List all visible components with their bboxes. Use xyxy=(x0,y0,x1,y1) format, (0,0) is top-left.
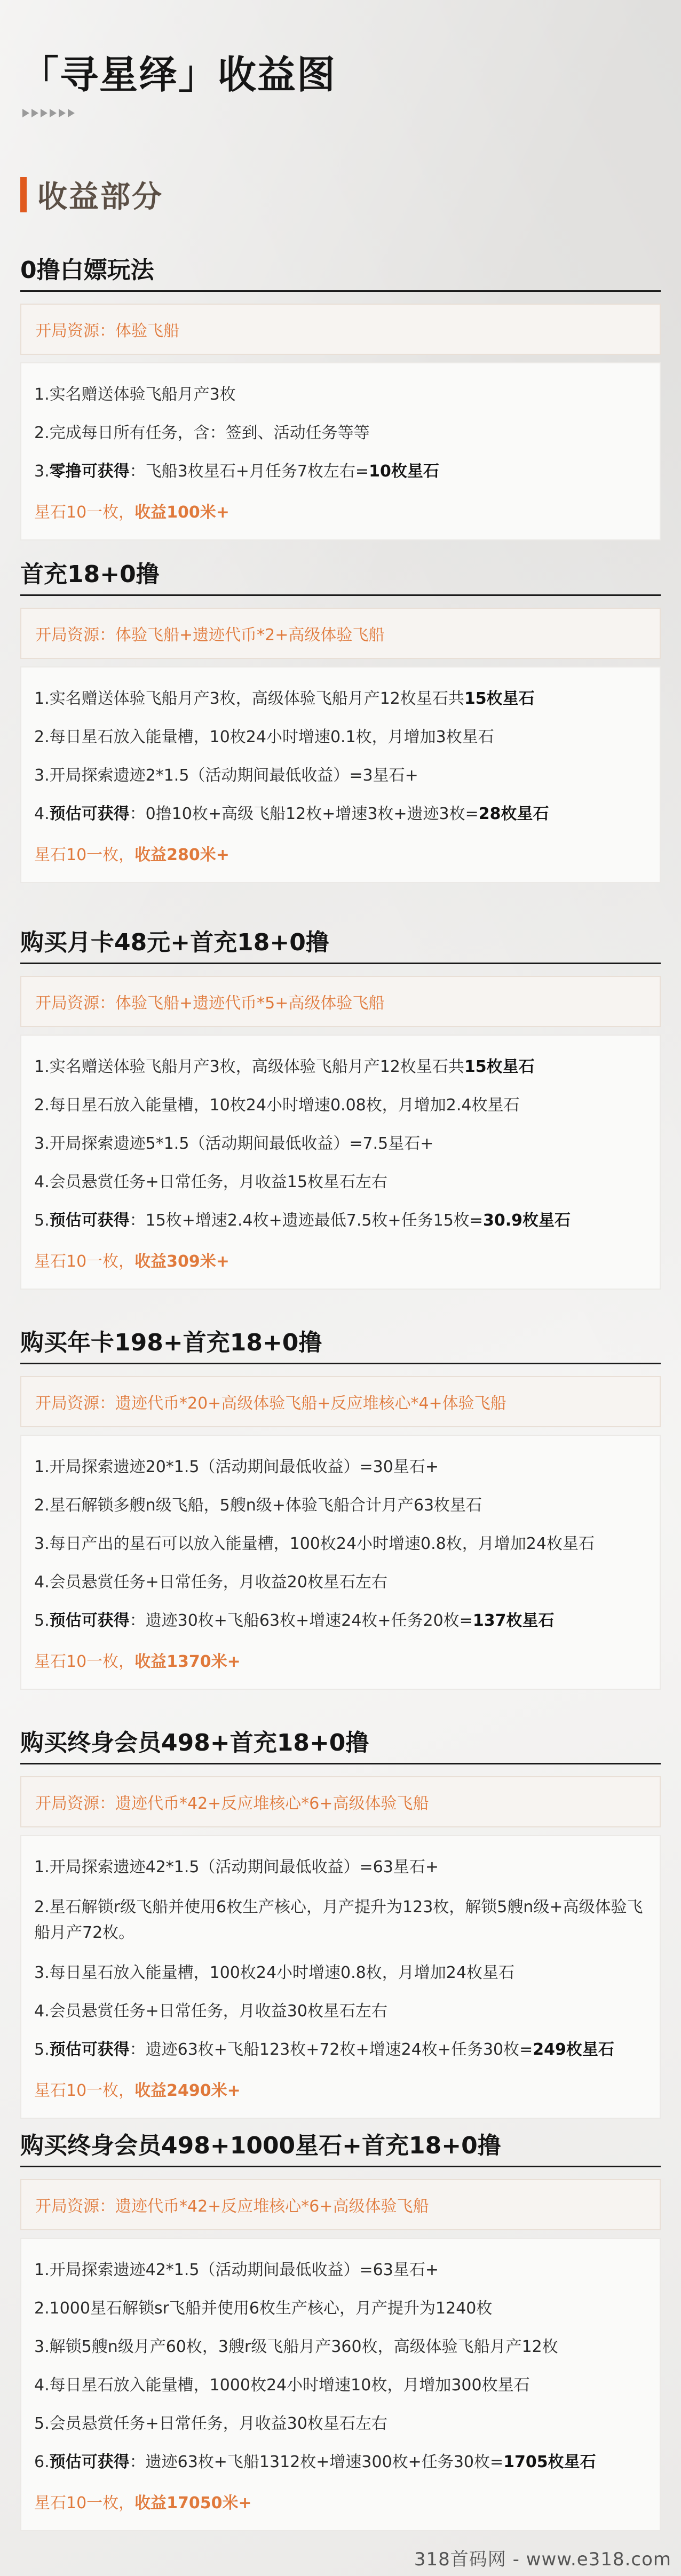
item-text: 实名赠送体验飞船月产3枚，高级体验飞船月产12枚星石共 xyxy=(49,1058,464,1076)
detail-item xyxy=(34,1171,647,1194)
item-number: 4. xyxy=(34,1173,50,1191)
starting-resources-text: 开局资源：体验飞船 xyxy=(35,322,179,340)
detail-item xyxy=(34,803,647,825)
plan-block xyxy=(20,1323,661,1690)
item-text: 开局探索遗迹20*1.5（活动期间最低收益）=30星石+ xyxy=(49,1458,439,1476)
item-highlight: 15枚星石 xyxy=(464,689,535,708)
starting-resources-box xyxy=(20,608,661,659)
plan-block xyxy=(20,555,661,883)
item-text: 开局探索遗迹2*1.5（活动期间最低收益）=3星石+ xyxy=(49,766,418,785)
starting-resources-text: 开局资源：体验飞船+遗迹代币*2+高级体验飞船 xyxy=(35,626,385,645)
plan-title: 0撸白嫖玩法 xyxy=(20,251,661,292)
item-number: 2. xyxy=(34,1898,50,1917)
item-text: ：遗迹63枚+飞船123枚+72枚+增速24枚+任务30枚= xyxy=(129,2040,533,2059)
item-number: 4. xyxy=(34,805,50,823)
item-number: 4. xyxy=(34,1573,50,1592)
item-number: 5. xyxy=(34,2414,50,2433)
item-highlight: 137枚星石 xyxy=(472,1611,555,1630)
detail-item xyxy=(34,1533,647,1555)
income-summary xyxy=(34,499,647,522)
detail-item xyxy=(34,1494,647,1517)
income-summary xyxy=(34,841,647,865)
arrow-decoration-icon xyxy=(22,109,75,117)
item-number: 1. xyxy=(34,1058,50,1076)
item-number: 2. xyxy=(34,1496,50,1515)
income-price: 星石10一枚， xyxy=(34,1252,135,1271)
income-total: 收益17050米+ xyxy=(134,2494,252,2513)
section-heading xyxy=(20,176,163,213)
details-box xyxy=(20,1035,661,1290)
starting-resources-box xyxy=(20,1776,661,1827)
item-number: 3. xyxy=(34,1134,50,1153)
item-highlight: 15枚星石 xyxy=(464,1058,535,1076)
starting-resources-box xyxy=(20,304,661,355)
starting-resources-box xyxy=(20,1376,661,1427)
item-text: 开局探索遗迹42*1.5（活动期间最低收益）=63星石+ xyxy=(49,2261,439,2279)
income-summary xyxy=(34,1648,647,1672)
item-number: 5. xyxy=(34,1611,50,1630)
details-box xyxy=(20,1435,661,1690)
item-number: 1. xyxy=(34,1858,50,1877)
income-total: 收益309米+ xyxy=(134,1252,229,1271)
item-text: ：遗迹63枚+飞船1312枚+增速300枚+任务30枚= xyxy=(129,2453,504,2471)
item-number: 3. xyxy=(34,462,50,481)
income-price: 星石10一枚， xyxy=(34,503,135,522)
detail-item xyxy=(34,384,647,406)
detail-item xyxy=(34,422,647,444)
item-number: 2. xyxy=(34,424,50,442)
item-text: 每日星石放入能量槽，100枚24小时增速0.8枚，月增加24枚星石 xyxy=(49,1963,514,1982)
detail-item xyxy=(34,688,647,710)
item-text: 每日星石放入能量槽，1000枚24小时增速10枚，月增加300枚星石 xyxy=(49,2376,530,2395)
item-number: 4. xyxy=(34,2376,50,2395)
detail-item xyxy=(34,765,647,787)
details-box xyxy=(20,362,661,540)
starting-resources-box xyxy=(20,2179,661,2230)
plan-block xyxy=(20,2126,661,2531)
details-box xyxy=(20,2238,661,2531)
plan-title: 购买年卡198+首充18+0撸 xyxy=(20,1323,661,1364)
plan-title: 购买月卡48元+首充18+0撸 xyxy=(20,923,661,964)
item-text: 每日产出的星石可以放入能量槽，100枚24小时增速0.8枚，月增加24枚星石 xyxy=(49,1535,595,1553)
item-text: 会员悬赏任务+日常任务，月收益30枚星石左右 xyxy=(49,2414,387,2433)
item-text: 实名赠送体验飞船月产3枚，高级体验飞船月产12枚星石共 xyxy=(49,689,464,708)
detail-item xyxy=(34,1962,647,1984)
item-number: 4. xyxy=(34,2002,50,2021)
detail-item xyxy=(34,1094,647,1117)
item-text: 开局探索遗迹5*1.5（活动期间最低收益）=7.5星石+ xyxy=(49,1134,434,1153)
detail-item xyxy=(34,2451,647,2474)
income-summary xyxy=(34,2490,647,2513)
details-box xyxy=(20,666,661,883)
item-text: ：遗迹30枚+飞船63枚+增速24枚+任务20枚= xyxy=(129,1611,473,1630)
detail-item xyxy=(34,1456,647,1478)
item-text: ：飞船3枚星石+月任务7枚左右= xyxy=(129,462,369,481)
item-text: ：15枚+增速2.4枚+遗迹最低7.5枚+任务15枚= xyxy=(129,1211,483,1230)
item-number: 6. xyxy=(34,2453,50,2471)
item-number: 2. xyxy=(34,2299,50,2318)
item-text: 星石解锁多艘n级飞船，5艘n级+体验飞船合计月产63枚星石 xyxy=(49,1496,482,1515)
detail-item xyxy=(34,2259,647,2281)
item-highlight: 28枚星石 xyxy=(478,805,549,823)
starting-resources-text: 开局资源：遗迹代币*20+高级体验飞船+反应堆核心*4+体验飞船 xyxy=(35,1394,506,1413)
item-text: 星石解锁r级飞船并使用6枚生产核心，月产提升为123枚，解锁5艘n级+高级体验飞船月产72枚。 xyxy=(34,1898,643,1942)
item-number: 2. xyxy=(34,1096,50,1115)
item-text: 1000星石解锁sr飞船并使用6枚生产核心，月产提升为1240枚 xyxy=(49,2299,493,2318)
income-summary xyxy=(34,1248,647,1271)
detail-item xyxy=(34,1571,647,1594)
item-text: 解锁5艘n级月产60枚，3艘r级飞船月产360枚，高级体验飞船月产12枚 xyxy=(49,2338,558,2356)
plan-block xyxy=(20,923,661,1290)
detail-item xyxy=(34,2374,647,2397)
detail-item xyxy=(34,2297,647,2320)
detail-item xyxy=(34,1610,647,1632)
plan-block xyxy=(20,251,661,540)
item-number: 1. xyxy=(34,385,50,404)
item-lead: 预估可获得 xyxy=(49,2040,130,2059)
item-number: 3. xyxy=(34,1535,50,1553)
item-highlight: 249枚星石 xyxy=(533,2040,614,2059)
item-highlight: 10枚星石 xyxy=(369,462,439,481)
income-total: 收益100米+ xyxy=(134,503,229,522)
item-lead: 预估可获得 xyxy=(49,805,130,823)
item-lead: 零撸可获得 xyxy=(49,462,130,481)
detail-item xyxy=(34,2413,647,2435)
starting-resources-text: 开局资源：体验飞船+遗迹代币*5+高级体验飞船 xyxy=(35,994,385,1013)
item-number: 5. xyxy=(34,2040,50,2059)
plan-title: 首充18+0撸 xyxy=(20,555,661,596)
income-price: 星石10一枚， xyxy=(34,2081,135,2100)
item-number: 1. xyxy=(34,689,50,708)
item-lead: 预估可获得 xyxy=(49,1211,130,1230)
item-text: 实名赠送体验飞船月产3枚 xyxy=(49,385,236,404)
item-text: 完成每日所有任务，含：签到、活动任务等等 xyxy=(49,424,370,442)
plan-title: 购买终身会员498+1000星石+首充18+0撸 xyxy=(20,2126,661,2167)
item-text: 每日星石放入能量槽，10枚24小时增速0.1枚，月增加3枚星石 xyxy=(49,728,494,746)
watermark: 318首码网 - www.e318.com xyxy=(414,2549,671,2570)
detail-item xyxy=(34,726,647,749)
detail-item xyxy=(34,2039,647,2061)
item-number: 2. xyxy=(34,728,50,746)
item-text: 每日星石放入能量槽，10枚24小时增速0.08枚，月增加2.4枚星石 xyxy=(49,1096,520,1115)
income-price: 星石10一枚， xyxy=(34,2494,135,2513)
income-summary xyxy=(34,2077,647,2101)
detail-item xyxy=(34,1210,647,1232)
detail-item xyxy=(34,1856,647,1879)
plan-block xyxy=(20,1723,661,2119)
detail-item xyxy=(34,1056,647,1078)
income-total: 收益280米+ xyxy=(134,846,229,864)
detail-item xyxy=(34,1895,647,1946)
detail-item xyxy=(34,2000,647,2023)
section-accent-bar xyxy=(20,177,27,212)
item-lead: 预估可获得 xyxy=(49,1611,130,1630)
item-text: 会员悬赏任务+日常任务，月收益15枚星石左右 xyxy=(49,1173,387,1191)
page-title: 「寻星绎」收益图 xyxy=(20,52,337,97)
detail-item xyxy=(34,2336,647,2358)
item-number: 5. xyxy=(34,1211,50,1230)
item-lead: 预估可获得 xyxy=(49,2453,130,2471)
item-number: 1. xyxy=(34,1458,50,1476)
income-total: 收益1370米+ xyxy=(134,1652,241,1671)
income-price: 星石10一枚， xyxy=(34,1652,135,1671)
section-heading-text: 收益部分 xyxy=(37,180,163,214)
item-text: 开局探索遗迹42*1.5（活动期间最低收益）=63星石+ xyxy=(49,1858,439,1877)
item-text: 会员悬赏任务+日常任务，月收益30枚星石左右 xyxy=(49,2002,387,2021)
starting-resources-box xyxy=(20,976,661,1027)
details-box xyxy=(20,1835,661,2119)
detail-item xyxy=(34,460,647,483)
income-price: 星石10一枚， xyxy=(34,846,135,864)
item-number: 3. xyxy=(34,766,50,785)
item-highlight: 30.9枚星石 xyxy=(482,1211,571,1230)
item-text: ：0撸10枚+高级飞船12枚+增速3枚+遗迹3枚= xyxy=(129,805,479,823)
plan-title: 购买终身会员498+首充18+0撸 xyxy=(20,1723,661,1764)
item-number: 3. xyxy=(34,2338,50,2356)
starting-resources-text: 开局资源：遗迹代币*42+反应堆核心*6+高级体验飞船 xyxy=(35,2197,429,2216)
detail-item xyxy=(34,1133,647,1155)
starting-resources-text: 开局资源：遗迹代币*42+反应堆核心*6+高级体验飞船 xyxy=(35,1794,429,1813)
item-highlight: 1705枚星石 xyxy=(503,2453,596,2471)
item-number: 1. xyxy=(34,2261,50,2279)
income-total: 收益2490米+ xyxy=(134,2081,241,2100)
item-text: 会员悬赏任务+日常任务，月收益20枚星石左右 xyxy=(49,1573,387,1592)
item-number: 3. xyxy=(34,1963,50,1982)
